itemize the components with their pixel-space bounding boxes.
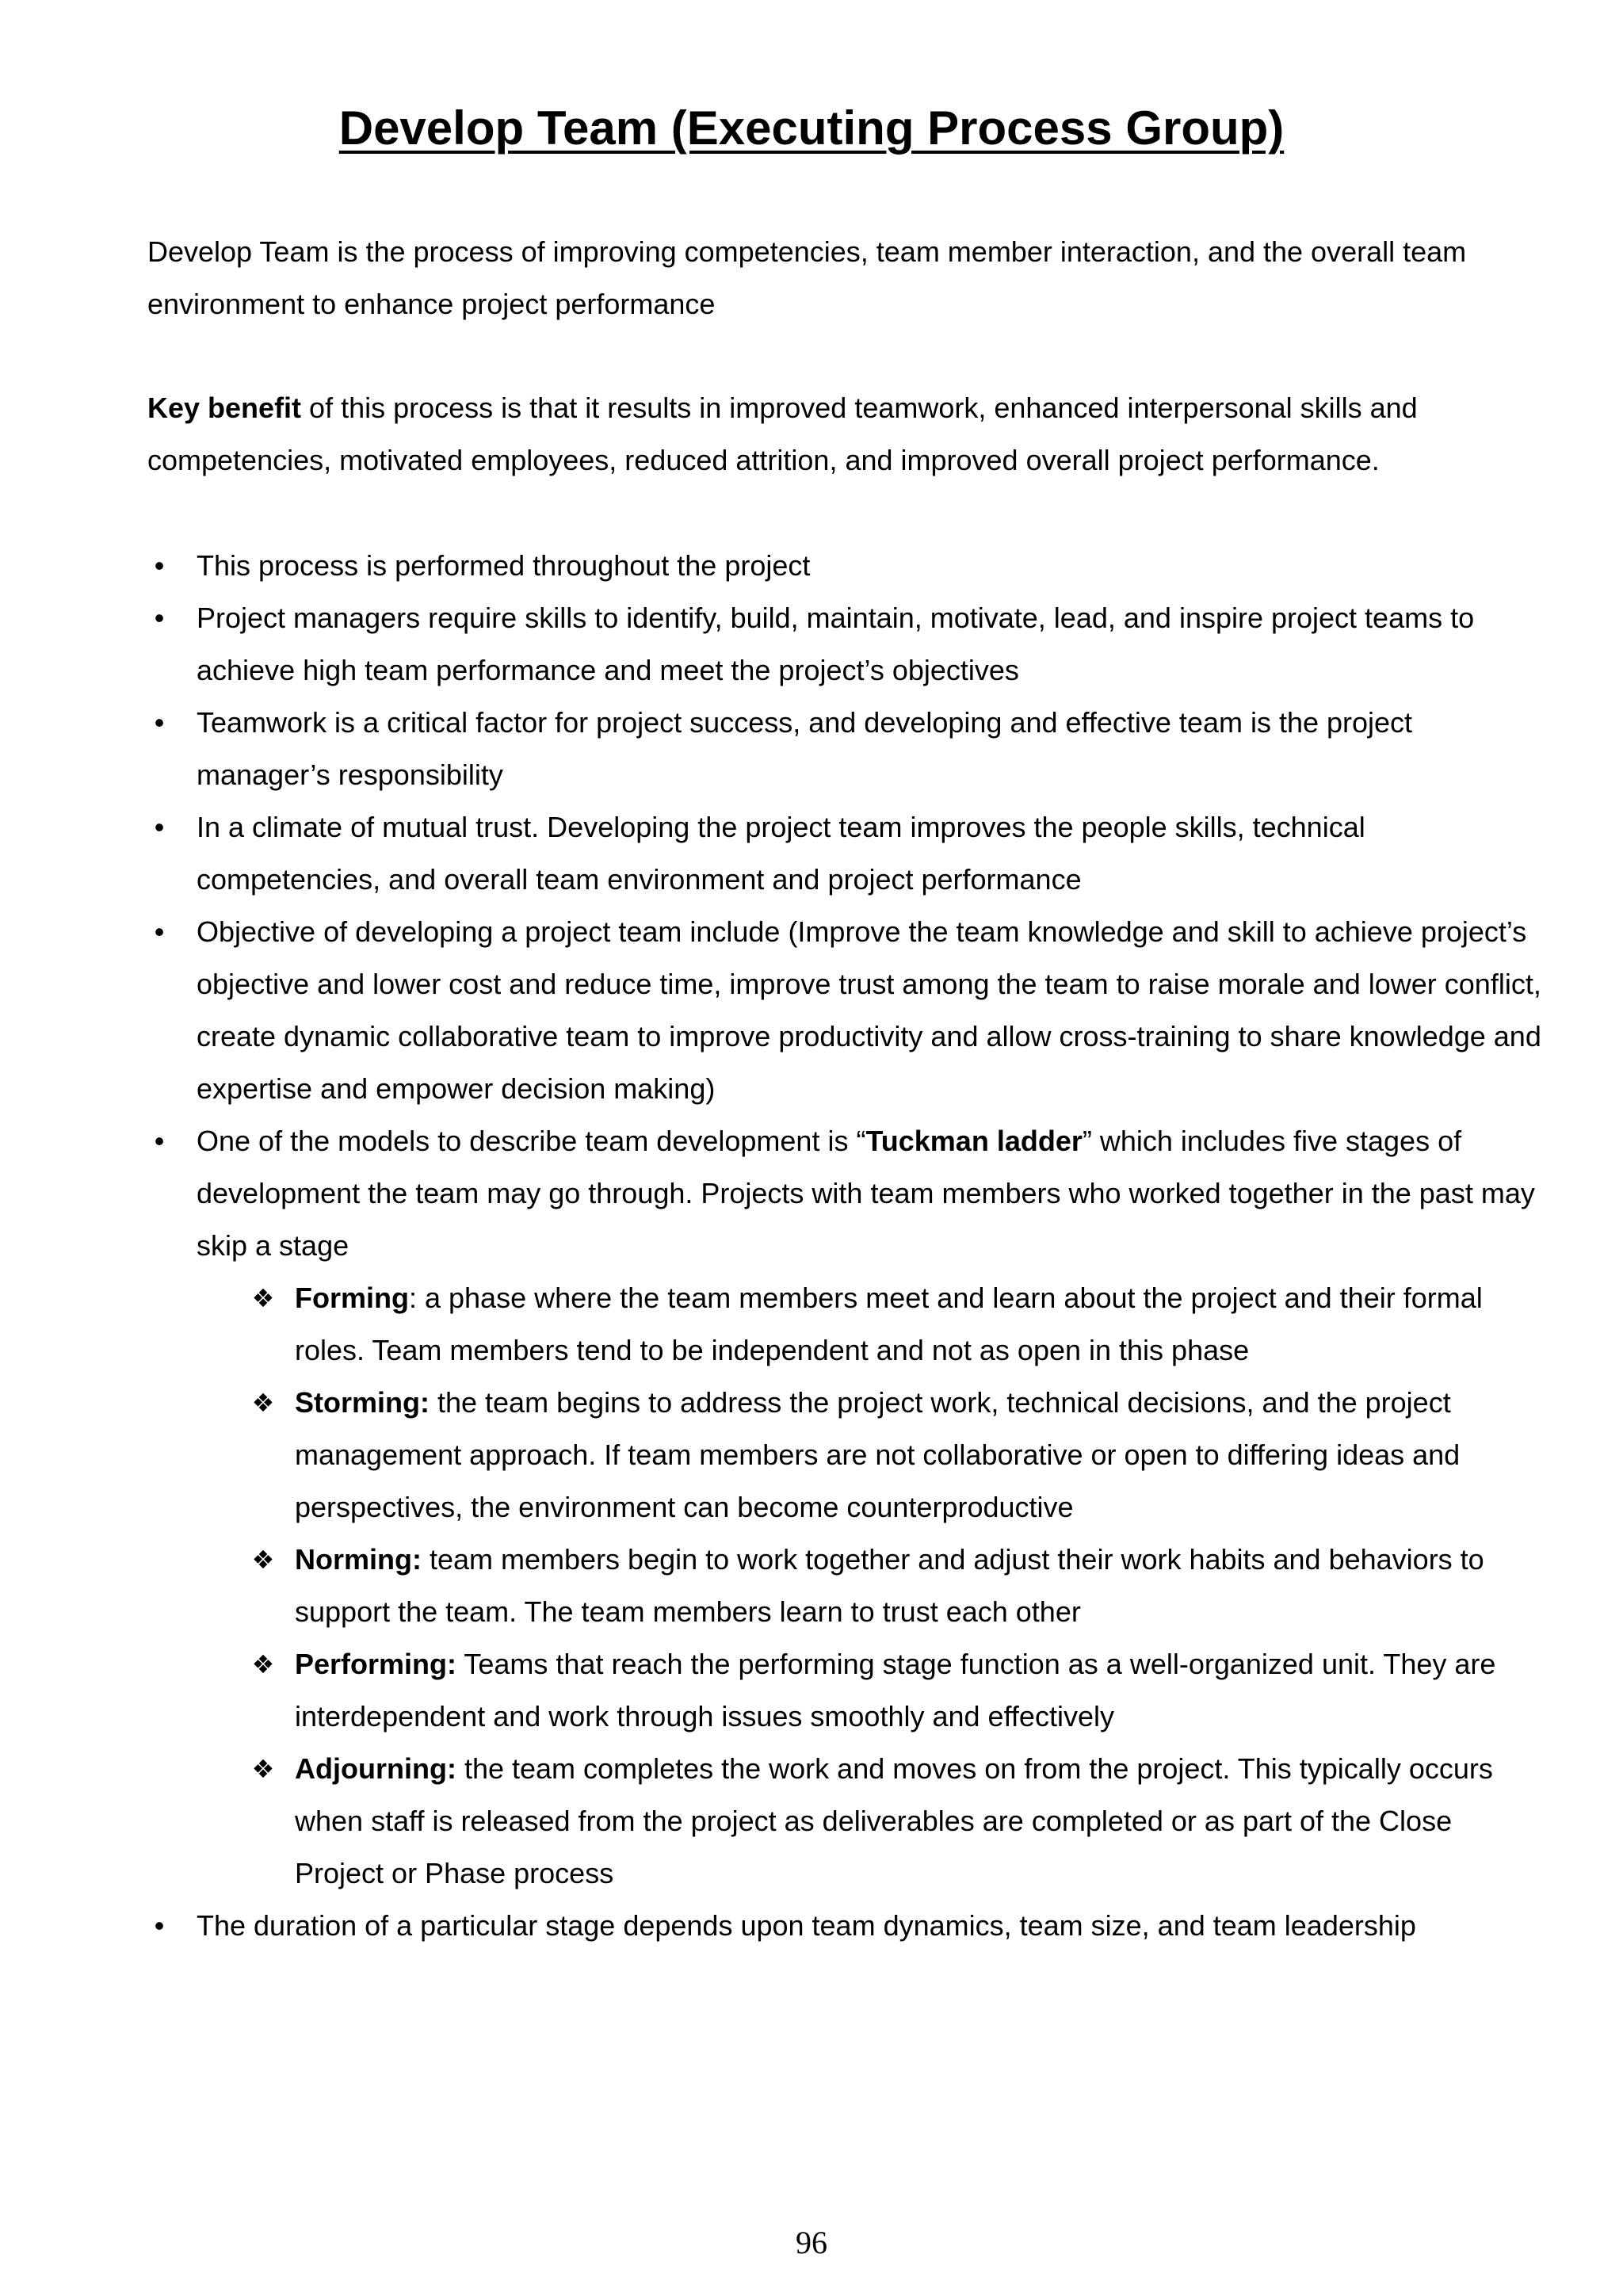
stage-text: the team completes the work and moves on from the project. This typically occurs when staff is released from the project as deliverables are completed or as part of the Close Project or Phase process: [295, 1752, 1493, 1889]
stage-item-forming: [197, 1272, 1542, 1377]
diamond-bullet-icon: ❖: [251, 1650, 275, 1679]
stage-text: team members begin to work together and adjust their work habits and behaviors to support the team. The team members learn to trust each other: [295, 1543, 1484, 1628]
tuckman-text-before: One of the models to describe team development is “: [197, 1125, 866, 1157]
stage-item-adjourning: [197, 1743, 1542, 1900]
bullet-icon: •: [154, 602, 165, 634]
tuckman-text-after: ” which includes five stages of development the team may go through. Projects with team members who worked together in the past may skip a stage: [197, 1125, 1535, 1262]
stage-text: Teams that reach the performing stage function as a well-organized unit. They are interdependent and work through issues smoothly and effectively: [295, 1648, 1496, 1733]
list-item: [147, 1900, 1542, 1952]
diamond-bullet-icon: ❖: [251, 1389, 275, 1417]
bullet-icon: •: [154, 1909, 165, 1942]
intro-paragraph: Develop Team is the process of improving competencies, team member interaction, and the overall team environment to enhance project performance: [147, 235, 1467, 320]
bullet-icon: •: [154, 811, 165, 843]
stage-name: Forming: [295, 1282, 409, 1314]
list-item-text: This process is performed throughout the project: [197, 549, 811, 582]
key-benefit-label: Key benefit: [147, 392, 302, 424]
page-title: Develop Team (Executing Process Group): [338, 101, 1285, 155]
list-item: [147, 906, 1542, 1115]
list-item: [147, 801, 1542, 906]
bullet-icon: •: [154, 549, 165, 582]
key-benefit-text: of this process is that it results in improved teamwork, enhanced interpersonal skills and competencies, motivated employees, reduced attrition, and improved overall project performance.: [147, 392, 1418, 476]
stage-text: the team begins to address the project work, technical decisions, and the project management approach. If team members are not collaborative or open to differing ideas and perspectives, the environment can become counterproductive: [295, 1386, 1461, 1523]
bullet-list: [147, 540, 1542, 1952]
list-item-text: In a climate of mutual trust. Developing the project team improves the people skills, technical competencies, and overall team environment and project performance: [197, 811, 1365, 896]
stage-item-storming: [197, 1377, 1542, 1534]
stage-name: Norming:: [295, 1543, 422, 1576]
stage-item-performing: [197, 1638, 1542, 1743]
diamond-bullet-icon: ❖: [251, 1284, 275, 1312]
diamond-bullet-icon: ❖: [251, 1755, 275, 1783]
diamond-bullet-icon: ❖: [251, 1545, 275, 1574]
page-number: 96: [796, 2225, 827, 2260]
stage-name: Adjourning:: [295, 1752, 456, 1785]
stage-name: Performing:: [295, 1648, 457, 1680]
stage-item-norming: [197, 1534, 1542, 1638]
list-item-text: Objective of developing a project team include (Improve the team knowledge and skill to achieve project’s objective and lower cost and reduce time, improve trust among the team to raise morale and lower conflict, create dynamic collaborative team to improve productivity and allow cross-training to share knowledge and expertise and empower decision making): [197, 915, 1541, 1105]
stage-name: Storming:: [295, 1386, 430, 1419]
stage-list: [197, 1272, 1542, 1900]
list-item: [147, 540, 1542, 592]
list-item-text: Project managers require skills to identify, build, maintain, motivate, lead, and inspire project teams to achieve high team performance and meet the project’s objectives: [197, 602, 1475, 686]
list-item-text: The duration of a particular stage depends upon team dynamics, team size, and team leadership: [197, 1909, 1416, 1942]
list-item-tuckman: [147, 1115, 1542, 1900]
key-benefit-paragraph: [147, 382, 1542, 487]
bullet-icon: •: [154, 706, 165, 739]
list-item-text: Teamwork is a critical factor for project success, and developing and effective team is the project manager’s responsibility: [197, 706, 1413, 791]
tuckman-ladder-term: Tuckman ladder: [865, 1125, 1083, 1157]
list-item: [147, 592, 1542, 697]
bullet-icon: •: [154, 1125, 165, 1157]
bullet-icon: •: [154, 915, 165, 948]
list-item: [147, 697, 1542, 801]
stage-text: : a phase where the team members meet and learn about the project and their formal roles. Team members tend to be independent and not as open in this phase: [295, 1282, 1483, 1366]
